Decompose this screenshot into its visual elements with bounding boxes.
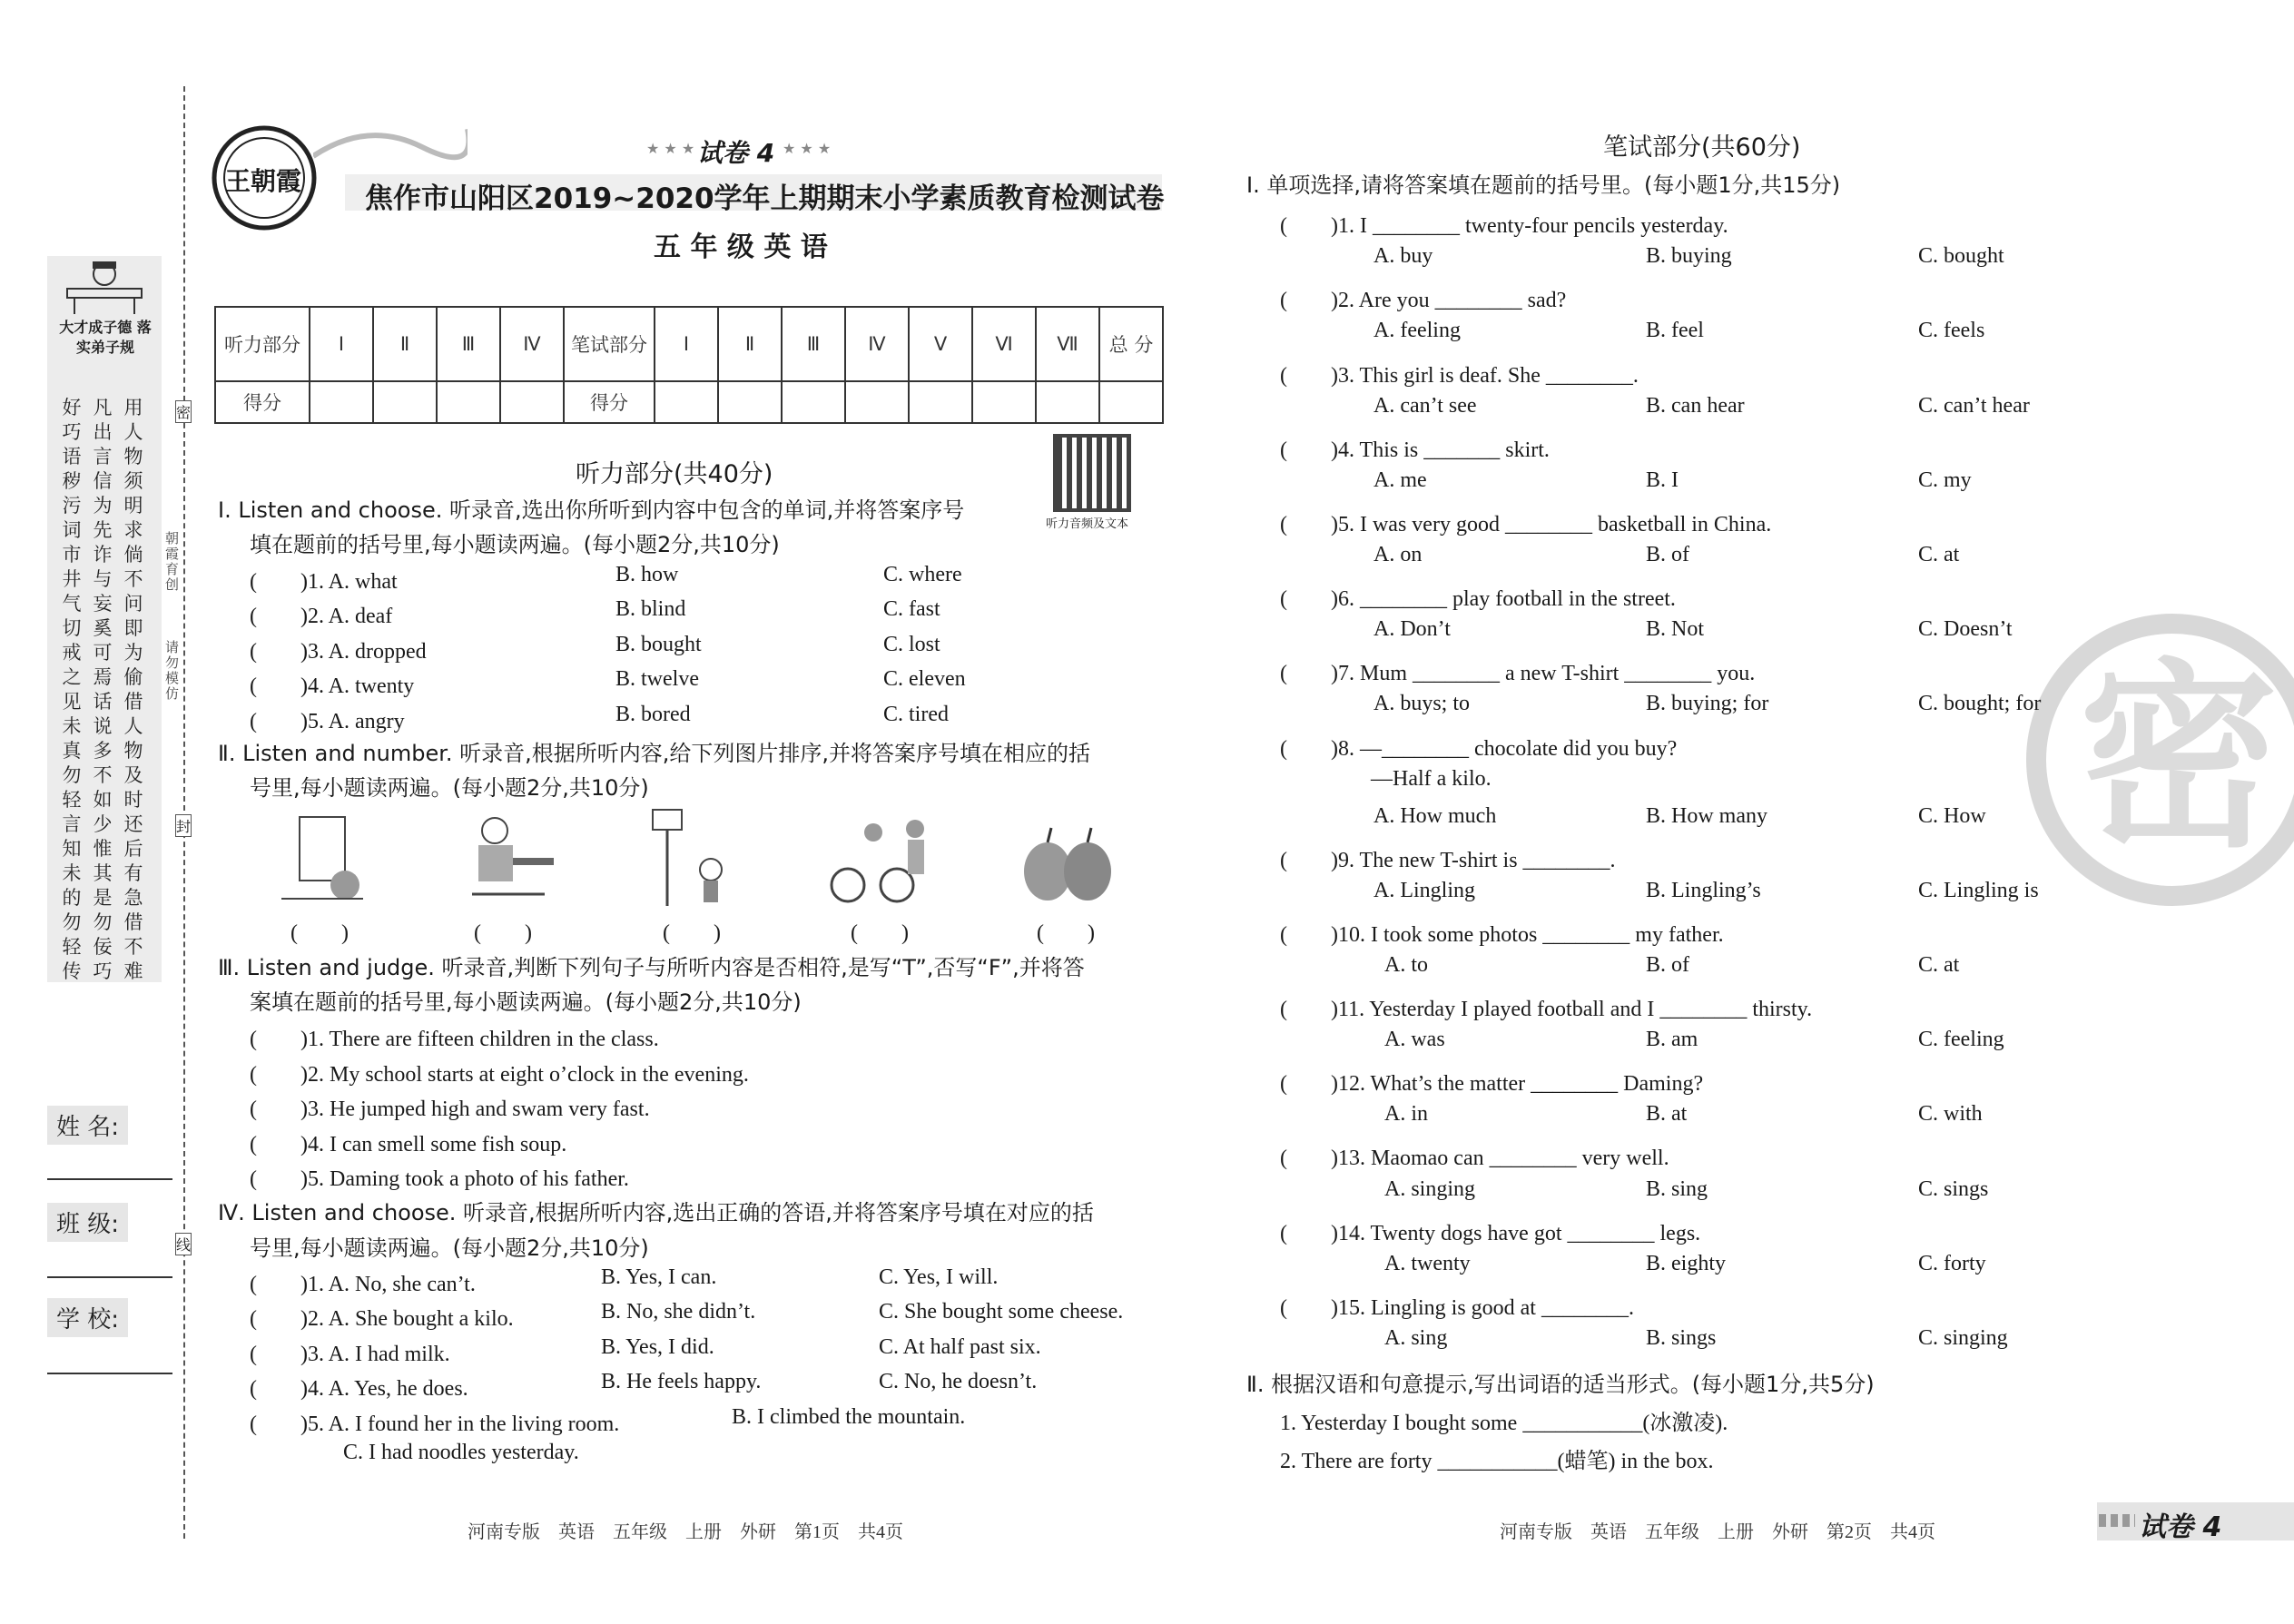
- question: ( )2. A. deaf: [250, 605, 393, 628]
- question-line-2: —Half a kilo.: [1371, 767, 1492, 791]
- picture-basketball: [640, 806, 740, 911]
- ribbon-decoration: [313, 120, 468, 178]
- question: ( )1. There are fifteen children in the class.: [250, 1028, 659, 1051]
- option: B. Not: [1646, 617, 1705, 641]
- score-table: [214, 306, 1164, 424]
- option: B. bought: [615, 633, 702, 656]
- question: ( )5. A. I found her in the living room.: [250, 1412, 620, 1436]
- question: ( )5. A. angry: [250, 710, 405, 733]
- option: B. of: [1646, 953, 1689, 977]
- option: C. Yes, I will.: [879, 1265, 999, 1289]
- option: B. Lingling’s: [1646, 879, 1761, 902]
- class-label: 班 级:: [47, 1203, 128, 1242]
- option: B. No, she didn’t.: [601, 1300, 756, 1324]
- name-label: 姓 名:: [47, 1106, 128, 1145]
- question: ( )11. Yesterday I played football and I ________ thirsty.: [1280, 998, 1813, 1021]
- option: C. Doesn’t: [1918, 617, 2013, 641]
- writing-section-1-title: Ⅰ. 单项选择,请将答案填在题前的括号里。(每小题1分,共15分): [1246, 172, 1841, 198]
- score-cell: Ⅰ: [310, 307, 373, 381]
- answer-bracket[interactable]: ( ): [663, 921, 721, 945]
- score-input[interactable]: [972, 381, 1036, 423]
- score-input[interactable]: [500, 381, 564, 423]
- question: ( )4. I can smell some fish soup.: [250, 1133, 567, 1156]
- score-input[interactable]: [782, 381, 845, 423]
- score-cell: Ⅰ: [655, 307, 718, 381]
- score-cell: Ⅱ: [718, 307, 782, 381]
- option: B. buying: [1646, 244, 1732, 268]
- cut-line: [183, 86, 185, 1539]
- question: ( )2. My school starts at eight o’clock in the evening.: [250, 1063, 749, 1087]
- picture-bicycle: [828, 812, 946, 911]
- motto-banner: 大才成子德 落实弟子规: [59, 319, 152, 356]
- margin-note: 请勿模仿: [165, 639, 180, 702]
- page-footer: 河南专版 英语 五年级 上册 外研 第1页 共4页: [468, 1522, 903, 1542]
- corner-tag-dots: [2099, 1514, 2135, 1527]
- answer-bracket[interactable]: ( ): [851, 921, 909, 945]
- question: ( )3. A. dropped: [250, 640, 427, 664]
- option: C. tired: [883, 703, 949, 726]
- paper-number: 试卷 4: [697, 138, 775, 168]
- score-cell: Ⅳ: [845, 307, 909, 381]
- fold-mark: 密: [175, 400, 192, 423]
- option: A. to: [1384, 953, 1428, 977]
- option: B. am: [1646, 1028, 1698, 1051]
- option: A. buys; to: [1373, 692, 1471, 715]
- option: C. where: [883, 563, 962, 586]
- question: ( )1. A. No, she can’t.: [250, 1273, 476, 1296]
- option: C. I had noodles yesterday.: [343, 1441, 579, 1464]
- score-table-score-row: [215, 381, 1163, 423]
- motto-text: [56, 396, 153, 984]
- option: B. How many: [1646, 804, 1767, 828]
- score-cell: Ⅵ: [972, 307, 1036, 381]
- exam-title: 焦作市山阳区2019~2020学年上期期末小学素质教育检测试卷: [365, 182, 1165, 215]
- option: C. She bought some cheese.: [879, 1300, 1124, 1324]
- fold-mark: 封: [175, 814, 192, 837]
- option: C. eleven: [883, 667, 966, 691]
- score-cell: 笔试部分: [564, 307, 655, 381]
- option: B. how: [615, 563, 679, 586]
- motto-column: 凡出言信为先诈与妄奚可焉话说多不如少惟其是勿佞巧: [93, 397, 113, 982]
- score-cell: Ⅱ: [373, 307, 437, 381]
- score-input[interactable]: [1036, 381, 1099, 423]
- qr-code-icon[interactable]: [1053, 434, 1131, 512]
- option: B. I climbed the mountain.: [732, 1405, 966, 1429]
- school-field[interactable]: [47, 1373, 172, 1374]
- margin-note: 朝霞育创: [165, 530, 180, 593]
- option: C. with: [1918, 1102, 1983, 1126]
- option: A. twenty: [1384, 1252, 1471, 1275]
- option: C. sings: [1918, 1177, 1989, 1201]
- stars-right: ★ ★ ★: [783, 140, 832, 157]
- question: ( )3. This girl is deaf. She ________.: [1280, 364, 1639, 388]
- option: A. buy: [1373, 244, 1433, 268]
- question: ( )1. A. what: [250, 570, 398, 594]
- student-figure-icon: [56, 260, 153, 320]
- score-table-header-row: [215, 307, 1163, 381]
- score-input[interactable]: [373, 381, 437, 423]
- score-input[interactable]: [310, 381, 373, 423]
- writing-section-2-title: Ⅱ. 根据汉语和句意提示,写出词语的适当形式。(每小题1分,共5分): [1246, 1372, 1875, 1397]
- answer-bracket[interactable]: ( ): [474, 921, 532, 945]
- option: A. on: [1373, 543, 1423, 566]
- option: B. at: [1646, 1102, 1688, 1126]
- score-cell: Ⅶ: [1036, 307, 1099, 381]
- option: B. blind: [615, 597, 686, 621]
- seal-watermark-char: 密: [2079, 642, 2279, 874]
- option: C. How: [1918, 804, 1986, 828]
- option: A. was: [1384, 1028, 1445, 1051]
- option: B. can hear: [1646, 394, 1745, 418]
- motto-column: 好巧语秽污词市井气切戒之见未真勿轻言知未的勿轻传: [62, 397, 82, 982]
- option: A. in: [1384, 1102, 1428, 1126]
- option: C. at: [1918, 543, 1960, 566]
- listening-heading: 听力部分(共40分): [576, 460, 773, 488]
- motto-column: 用人物须明求倘不问即为偷借人物及时还后有急借不难: [123, 397, 143, 982]
- option: C. my: [1918, 468, 1972, 492]
- question: ( )9. The new T-shirt is ________.: [1280, 849, 1616, 872]
- section-2-title: Ⅱ. Listen and number. 听录音,根据所听内容,给下列图片排序,并将答案序号填在相应的括: [218, 741, 1091, 766]
- picture-pears: [1019, 815, 1118, 908]
- section-1-title: 填在题前的括号里,每小题读两遍。(每小题2分,共10分): [250, 532, 780, 557]
- option: B. sing: [1646, 1177, 1708, 1201]
- question: ( )15. Lingling is good at ________.: [1280, 1296, 1634, 1320]
- score-cell: Ⅲ: [437, 307, 500, 381]
- option: A. sing: [1384, 1326, 1448, 1350]
- school-label: 学 校:: [47, 1298, 128, 1337]
- question: ( )13. Maomao can ________ very well.: [1280, 1147, 1669, 1170]
- section-3-title: 案填在题前的括号里,每小题读两遍。(每小题2分,共10分): [250, 989, 802, 1015]
- score-cell: 听力部分: [215, 307, 310, 381]
- option: C. bought: [1918, 244, 2004, 268]
- corner-tag: 试卷 4: [2139, 1511, 2222, 1543]
- stars-left: ★ ★ ★: [646, 140, 695, 157]
- score-cell: Ⅴ: [909, 307, 972, 381]
- option: A. me: [1373, 468, 1427, 492]
- question: ( )2. A. She bought a kilo.: [250, 1307, 514, 1331]
- question: ( )2. Are you ________ sad?: [1280, 289, 1567, 312]
- option: A. can’t see: [1373, 394, 1477, 418]
- question: ( )12. What’s the matter ________ Daming?: [1280, 1072, 1704, 1096]
- option: C. singing: [1918, 1326, 2008, 1350]
- score-label: 得分: [215, 381, 310, 423]
- question: ( )7. Mum ________ a new T-shirt ________ you.: [1280, 662, 1756, 685]
- option: B. sings: [1646, 1326, 1717, 1350]
- section-4-title: 号里,每小题读两遍。(每小题2分,共10分): [250, 1235, 649, 1261]
- option: B. Yes, I can.: [601, 1265, 717, 1289]
- option: A. Lingling: [1373, 879, 1475, 902]
- option: C. can’t hear: [1918, 394, 2030, 418]
- section-2-title: 号里,每小题读两遍。(每小题2分,共10分): [250, 775, 649, 801]
- picture-person-falling: [272, 808, 372, 911]
- score-cell: Ⅳ: [500, 307, 564, 381]
- fold-mark: 线: [175, 1233, 192, 1255]
- name-field[interactable]: [47, 1178, 172, 1180]
- logo-text: 王朝霞: [225, 166, 302, 196]
- option: B. bored: [615, 703, 691, 726]
- option: C. feeling: [1918, 1028, 2004, 1051]
- score-input[interactable]: [655, 381, 718, 423]
- option: A. singing: [1384, 1177, 1476, 1201]
- question: ( )4. A. Yes, he does.: [250, 1377, 468, 1401]
- section-4-title: Ⅳ. Listen and choose. 听录音,根据所听内容,选出正确的答语,并将答案序号填在对应的括: [218, 1200, 1094, 1225]
- option: C. Lingling is: [1918, 879, 2039, 902]
- question: ( )8. —________ chocolate did you buy?: [1280, 737, 1678, 761]
- option: C. feels: [1918, 319, 1985, 342]
- fill-in-item: 1. Yesterday I bought some ___________(冰激凌).: [1280, 1412, 1728, 1435]
- option: B. eighty: [1646, 1252, 1726, 1275]
- score-input[interactable]: [845, 381, 909, 423]
- section-1-title: Ⅰ. Listen and choose. 听录音,选出你所听到内容中包含的单词,并将答案序号: [218, 497, 965, 523]
- score-input[interactable]: [1099, 381, 1163, 423]
- option: C. forty: [1918, 1252, 1986, 1275]
- option: B. Yes, I did.: [601, 1335, 714, 1359]
- question: ( )4. A. twenty: [250, 674, 415, 698]
- score-input[interactable]: [909, 381, 972, 423]
- qr-caption: 听力音频及文本: [1046, 517, 1129, 531]
- exam-subtitle: 五 年 级 英 语: [654, 231, 828, 263]
- writing-heading: 笔试部分(共60分): [1603, 133, 1801, 162]
- question: ( )3. A. I had milk.: [250, 1343, 450, 1366]
- answer-bracket[interactable]: ( ): [290, 921, 349, 945]
- question: ( )1. I ________ twenty-four pencils yesterday.: [1280, 214, 1728, 238]
- score-input[interactable]: [437, 381, 500, 423]
- option: B. feel: [1646, 319, 1704, 342]
- option: B. I: [1646, 468, 1679, 492]
- question: ( )14. Twenty dogs have got ________ legs.: [1280, 1222, 1701, 1245]
- score-cell: 总 分: [1099, 307, 1163, 381]
- question: ( )5. Daming took a photo of his father.: [250, 1167, 629, 1191]
- option: B. of: [1646, 543, 1689, 566]
- score-cell: Ⅲ: [782, 307, 845, 381]
- fill-in-item: 2. There are forty ___________(蜡笔) in the box.: [1280, 1450, 1714, 1473]
- class-field[interactable]: [47, 1276, 172, 1278]
- option: B. twelve: [615, 667, 699, 691]
- option: A. Don’t: [1373, 617, 1451, 641]
- answer-bracket[interactable]: ( ): [1037, 921, 1095, 945]
- question: ( )4. This is _______ skirt.: [1280, 438, 1550, 462]
- option: A. How much: [1373, 804, 1497, 828]
- score-input[interactable]: [718, 381, 782, 423]
- section-3-title: Ⅲ. Listen and judge. 听录音,判断下列句子与所听内容是否相符,是写“T”,否写“F”,并将答: [218, 955, 1085, 980]
- question: ( )3. He jumped high and swam very fast.: [250, 1097, 650, 1121]
- option: C. lost: [883, 633, 940, 656]
- question: ( )5. I was very good ________ basketball in China.: [1280, 513, 1772, 536]
- option: C. bought; for: [1918, 692, 2042, 715]
- option: C. at: [1918, 953, 1960, 977]
- question: ( )10. I took some photos ________ my father.: [1280, 923, 1724, 947]
- option: A. feeling: [1373, 319, 1461, 342]
- picture-person-cooking: [458, 812, 558, 911]
- page-footer: 河南专版 英语 五年级 上册 外研 第2页 共4页: [1500, 1522, 1935, 1542]
- option: B. He feels happy.: [601, 1370, 762, 1393]
- option: C. No, he doesn’t.: [879, 1370, 1038, 1393]
- option: C. At half past six.: [879, 1335, 1041, 1359]
- score-label: 得分: [564, 381, 655, 423]
- question: ( )6. ________ play football in the street.: [1280, 587, 1676, 611]
- option: B. buying; for: [1646, 692, 1769, 715]
- option: C. fast: [883, 597, 940, 621]
